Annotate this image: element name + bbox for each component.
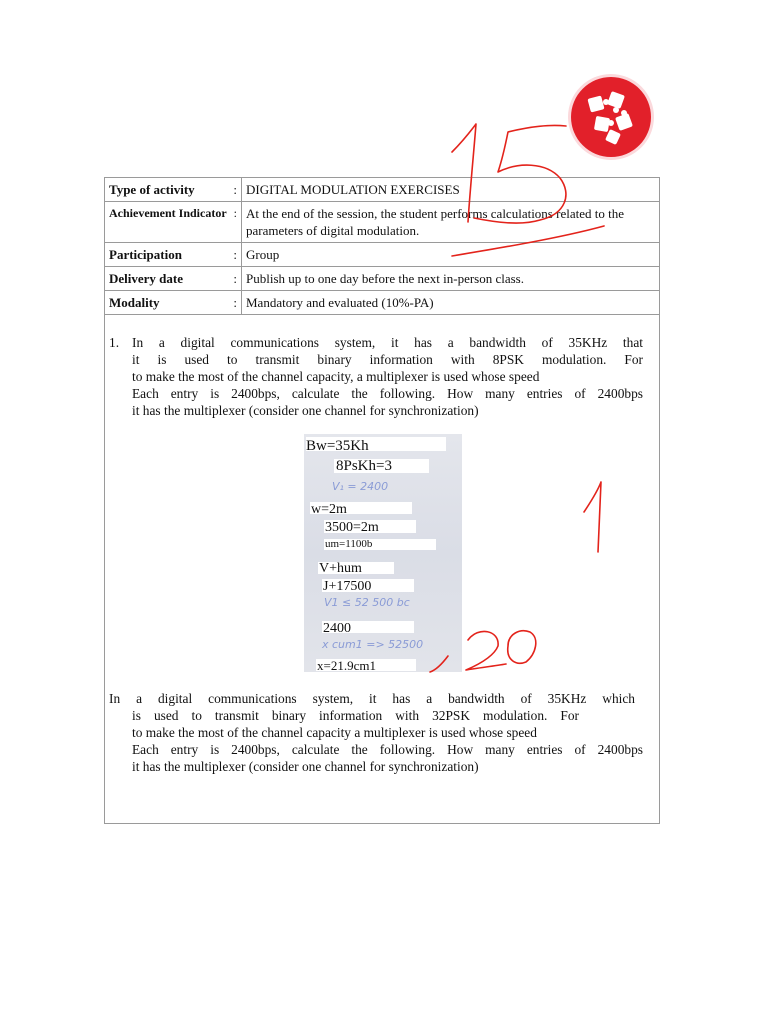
grade-20-zero xyxy=(508,631,536,663)
type-of-activity-label: Type of activity xyxy=(109,182,195,197)
grade-15-one xyxy=(452,124,476,222)
photo-text: 3500=2m xyxy=(325,520,379,535)
participation-label: Participation xyxy=(109,247,182,262)
question-line: Each entry is 2400bps, calculate the following. How many entries of 2400bps xyxy=(132,742,643,757)
question-line: it has the multiplexer (consider one channel for synchronization) xyxy=(132,403,479,418)
question-line: to make the most of the channel capacity a multiplexer is used whose speed xyxy=(132,725,537,740)
delivery-date-value: Publish up to one day before the next in-person class. xyxy=(242,267,660,291)
colon: : xyxy=(233,295,237,310)
type-of-activity-value: DIGITAL MODULATION EXERCISES xyxy=(242,178,660,202)
participation-value: Group xyxy=(242,243,660,267)
colon: : xyxy=(233,182,237,197)
modality-value: Mandatory and evaluated (10%-PA) xyxy=(242,291,660,315)
handwritten-note: x cum1 => 52500 xyxy=(322,638,424,651)
grade-1 xyxy=(584,482,601,552)
handwritten-note: V₁ = 2400 xyxy=(332,480,389,493)
delivery-date-label: Delivery date xyxy=(109,271,184,286)
question-line: it has the multiplexer (consider one channel for synchronization) xyxy=(132,759,479,774)
photo-text: J+17500 xyxy=(323,579,372,594)
grade-20-dash xyxy=(430,656,448,672)
question-line: it is used to transmit binary information with 8PSK modulation. For xyxy=(132,352,643,367)
question-line: Each entry is 2400bps, calculate the following. How many entries of 2400bps xyxy=(132,386,643,401)
question-line: In a digital communications system, it has a bandwidth of 35KHz which xyxy=(109,691,635,706)
photo-text: V+hum xyxy=(319,561,362,576)
grade-15-five xyxy=(474,125,566,223)
achievement-indicator-label: Achievement Indicator xyxy=(109,206,227,220)
modality-label: Modality xyxy=(109,295,160,310)
grade-underline xyxy=(452,226,604,256)
colon: : xyxy=(233,247,237,262)
photo-text: x=21.9cm1 xyxy=(317,658,376,673)
photo-text: um=1100b xyxy=(325,538,373,550)
handwritten-note: V1 ≤ 52 500 bc xyxy=(324,596,410,609)
photo-text: 8PsKh=3 xyxy=(336,458,392,474)
photo-text: w=2m xyxy=(311,502,347,517)
photo-text: 2400 xyxy=(323,621,351,636)
question-line: to make the most of the channel capacity, a multiplexer is used whose speed xyxy=(132,369,540,384)
question-number: 1. xyxy=(109,335,120,350)
question-line: is used to transmit binary information with 32PSK modulation. For xyxy=(132,708,579,723)
colon: : xyxy=(233,271,237,286)
colon: : xyxy=(233,206,237,220)
grade-20-two xyxy=(466,631,506,670)
question-line: In a digital communications system, it has a bandwidth of 35KHz that xyxy=(132,335,643,350)
photo-text: Bw=35Kh xyxy=(306,438,369,454)
achievement-indicator-value: At the end of the session, the student performs calculations related to the parameters of digital modulation. xyxy=(242,202,660,243)
